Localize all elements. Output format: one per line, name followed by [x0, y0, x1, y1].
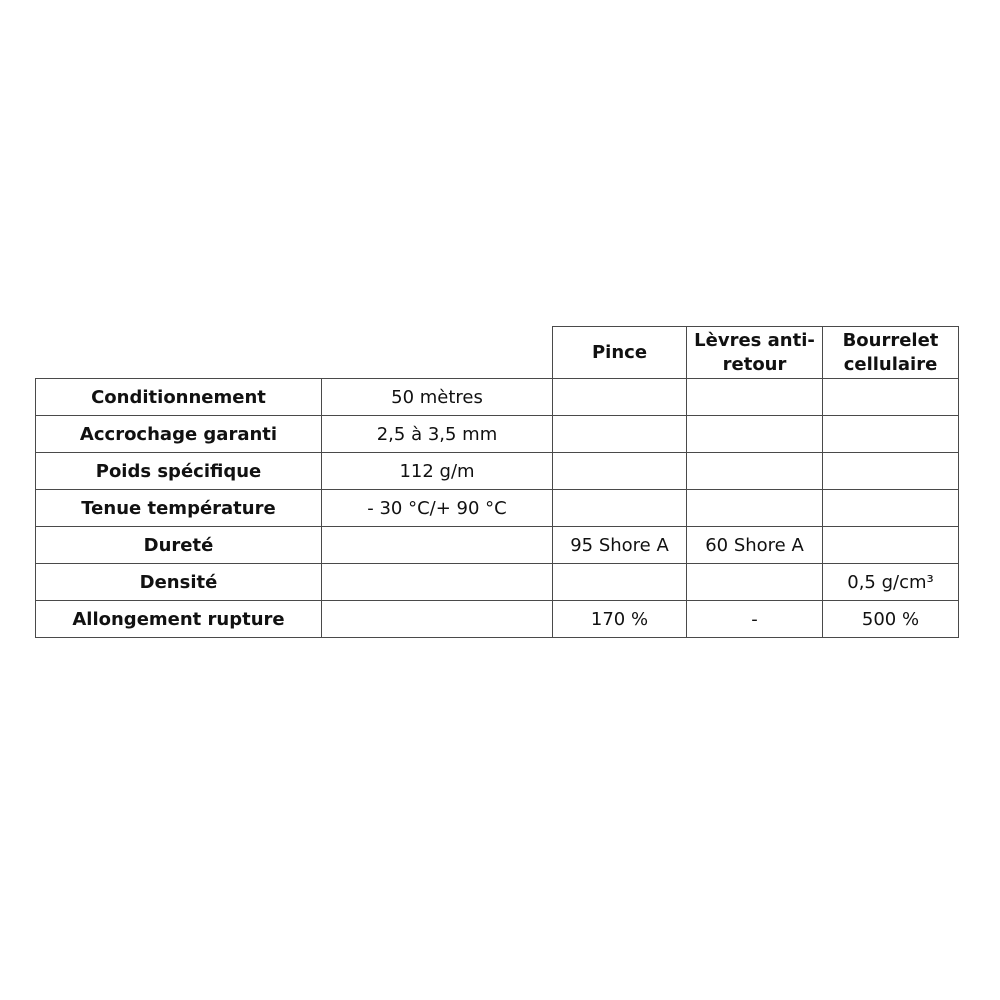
- column-header-pince: [553, 327, 687, 379]
- general-value-cell: [322, 527, 553, 564]
- table-row: [36, 379, 959, 416]
- column-header-bourrelet-cellulaire: [823, 327, 959, 379]
- row-label: Densité: [36, 564, 322, 601]
- pince-value-cell: [553, 564, 687, 601]
- column-header-levres-anti-retour: [687, 327, 823, 379]
- table-row: [36, 416, 959, 453]
- table-header-row: [36, 327, 959, 379]
- pince-value-cell: [553, 490, 687, 527]
- pince-value-cell: [553, 453, 687, 490]
- bourrelet-value-cell: [823, 453, 959, 490]
- general-value-cell: [322, 564, 553, 601]
- levres-value-cell: 60 Shore A: [687, 527, 823, 564]
- header-line: Lèvres anti-: [694, 329, 815, 351]
- table-row: [36, 564, 959, 601]
- levres-value-cell: [687, 453, 823, 490]
- row-label: Conditionnement: [36, 379, 322, 416]
- general-value-cell: [322, 601, 553, 638]
- table-row: [36, 490, 959, 527]
- levres-value-cell: [687, 490, 823, 527]
- specifications-table: [35, 326, 959, 638]
- table-row: [36, 601, 959, 638]
- header-line: cellulaire: [843, 353, 938, 375]
- bourrelet-value-cell: 0,5 g/cm³: [823, 564, 959, 601]
- header-line: Bourrelet: [842, 329, 939, 351]
- pince-value-cell: 170 %: [553, 601, 687, 638]
- header-empty-cell: [322, 327, 553, 379]
- pince-value-cell: [553, 416, 687, 453]
- levres-value-cell: -: [687, 601, 823, 638]
- bourrelet-value-cell: [823, 490, 959, 527]
- general-value-cell: 2,5 à 3,5 mm: [322, 416, 553, 453]
- pince-value-cell: [553, 379, 687, 416]
- row-label: Accrochage garanti: [36, 416, 322, 453]
- header-line: retour: [722, 353, 787, 375]
- header-line: Pince: [591, 341, 648, 363]
- levres-value-cell: [687, 564, 823, 601]
- bourrelet-value-cell: [823, 527, 959, 564]
- bourrelet-value-cell: [823, 379, 959, 416]
- bourrelet-value-cell: [823, 416, 959, 453]
- general-value-cell: - 30 °C/+ 90 °C: [322, 490, 553, 527]
- levres-value-cell: [687, 379, 823, 416]
- row-label: Dureté: [36, 527, 322, 564]
- table-row: [36, 527, 959, 564]
- bourrelet-value-cell: 500 %: [823, 601, 959, 638]
- row-label: Allongement rupture: [36, 601, 322, 638]
- header-empty-cell: [36, 327, 322, 379]
- row-label: Poids spécifique: [36, 453, 322, 490]
- general-value-cell: 50 mètres: [322, 379, 553, 416]
- row-label: Tenue température: [36, 490, 322, 527]
- general-value-cell: 112 g/m: [322, 453, 553, 490]
- levres-value-cell: [687, 416, 823, 453]
- pince-value-cell: 95 Shore A: [553, 527, 687, 564]
- table-row: [36, 453, 959, 490]
